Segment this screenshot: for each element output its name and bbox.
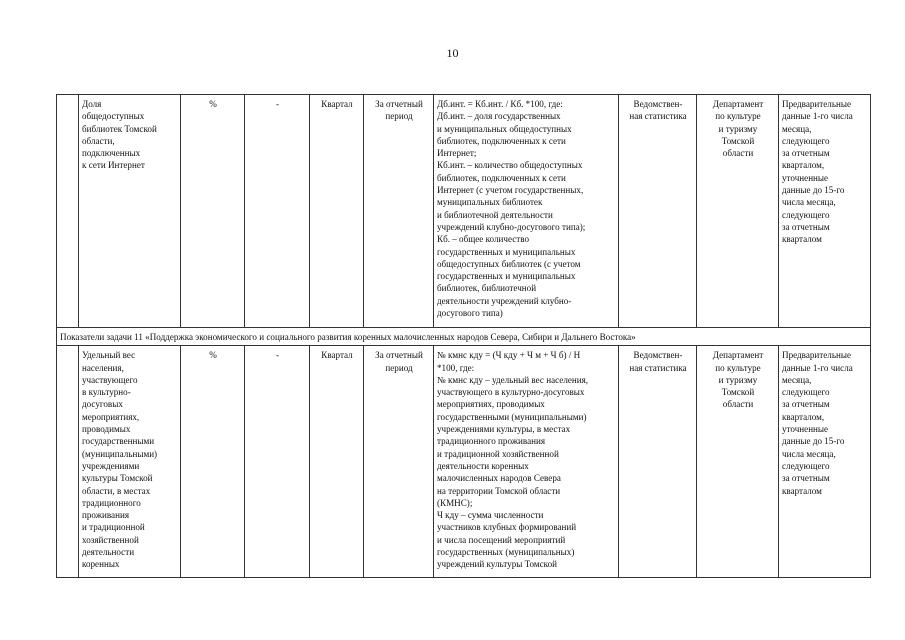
timing-cell: Предварительные данные 1-го числа месяца, следующего за отчетным кварталом, уточненные данные до 15-го числа месяца, следующего за отчетным кварталом [779,346,871,578]
page-number: 10 [446,46,459,60]
row-number-cell [57,346,79,578]
base-value-cell: - [245,95,310,328]
timing-cell: Предварительные данные 1-го числа месяца, следующего за отчетным кварталом, уточненные данные до 15-го числа месяца, следующего за отчетным кварталом [779,95,871,328]
source-cell: Ведомствен- ная статистика [619,95,697,328]
table-row [57,95,871,328]
indicator-name-cell: Удельный вес населения, участвующего в культурно- досуговых мероприятиях, проводимых государственными (муниципальными) учреждениями культуры Томской области, в местах традиционного проживания и традиционной хозяйственной деятельности коренных [79,346,181,578]
row-number-cell [57,95,79,328]
indicators-table [56,94,871,578]
formula-cell: Дб.инт. = Кб.инт. / Кб. *100, где: Дб.инт. – доля государственных и муниципальных общедоступных библиотек, подключенных к сети Интернет; Кб.инт. – количество общедоступных библиотек, подключенных к сети Интернет (с учетом государственных, муниципальных библиотек и библиотечной деятельности учреждений клубно-досугового типа); Кб. – общее количество государственных и муниципальных общедоступных библиотек (с учетом государственных и муниципальных библиотек, библиотечной деятельности учреждений клубно- досугового типа) [434,95,619,328]
responsible-cell: Департамент по культуре и туризму Томской области [697,95,779,328]
source-cell: Ведомствен- ная статистика [619,346,697,578]
period-cell: За отчетный период [364,346,434,578]
indicator-name-cell: Доля общедоступных библиотек Томской области, подключенных к сети Интернет [79,95,181,328]
unit-cell: % [181,95,245,328]
section-title: Показатели задачи 11 «Поддержка экономического и социального развития коренных малочисленных народов Севера, Сибири и Дальнего Востока» [57,328,871,346]
responsible-cell: Департамент по культуре и туризму Томской области [697,346,779,578]
section-row [57,328,871,346]
periodicity-cell: Квартал [310,346,364,578]
period-cell: За отчетный период [364,95,434,328]
base-value-cell: - [245,346,310,578]
formula-cell: № кмнс кду = (Ч кду + Ч м + Ч б) / Н *100, где: № кмнс кду – удельный вес населения, участвующего в культурно-досуговых мероприятиях, проводимых государственными (муниципальными) учреждениями культуры, в местах традиционного проживания и традиционной хозяйственной деятельности коренных малочисленных народов Севера на территории Томской области (КМНС); Ч кду – сумма численности участников клубных формирований и числа посещений мероприятий государственных (муниципальных) учреждений культуры Томской [434,346,619,578]
table-row [57,346,871,578]
periodicity-cell: Квартал [310,95,364,328]
unit-cell: % [181,346,245,578]
